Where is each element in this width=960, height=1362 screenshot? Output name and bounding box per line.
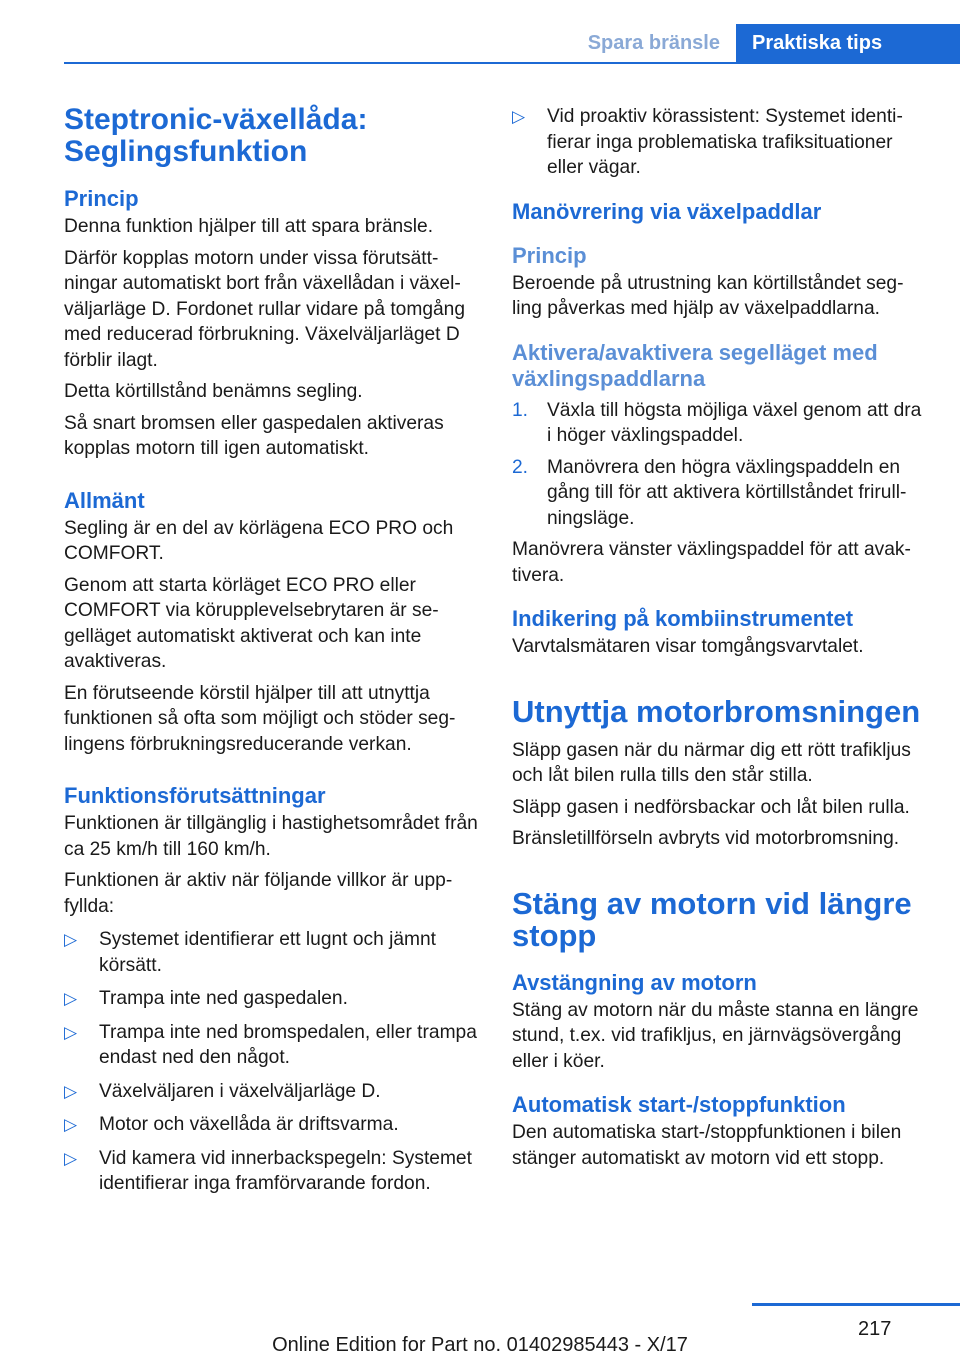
list-item <box>512 398 926 449</box>
autostart-paragraph: Den automatiska start-/stoppfunktionen i bilen stänger automatiskt av motorn vid ett stopp. <box>512 1122 902 1169</box>
principle-heading: Princip <box>64 186 139 211</box>
triangle-bullet-icon <box>512 104 525 130</box>
edition-footer: Online Edition for Part no. 01402985443 - X/17 <box>272 1334 688 1356</box>
list-item-text: Trampa inte ned bromspedalen, eller trampa endast ned den något. <box>99 1021 477 1068</box>
chapter-tab: Praktiska tips <box>736 24 960 64</box>
section-tab: Spara bränsle <box>587 32 720 54</box>
list-item <box>512 455 926 532</box>
general-paragraph-3: En förutseende körstil hjälper till att utnyttja funktionen så ofta som möjligt och stöder seglingens förbrukningsreducerande verkan. <box>64 682 456 755</box>
engine-brake-paragraph-3: Bränsletillförseln avbryts vid motorbromsning. <box>512 828 900 849</box>
activate-paragraph: Manövrera vänster växlingspaddel för att avaktivera. <box>512 539 911 586</box>
step-number: 1. <box>512 399 529 421</box>
general-paragraph-2: Genom att starta körläget ECO PRO eller COMFORT via körupplevelsebrytaren är segelläget automatiskt aktiverat och kan inte avaktiveras. <box>64 574 439 672</box>
list-item <box>64 1079 478 1105</box>
requirements-paragraph-1: Funktionen är tillgänglig i hastighetsområdet från ca 25 km/h till 160 km/h. <box>64 813 478 860</box>
step-text: Manövrera den högra växlingspaddeln en gång till för att aktivera körtillståndet frirullningsläge. <box>547 456 907 529</box>
paddles-principle-heading: Princip <box>512 242 587 268</box>
stop-title: Stäng av motorn vid längre stopp <box>512 885 912 953</box>
requirements-heading: Funktionsförutsättningar <box>64 783 326 808</box>
activate-steps <box>512 398 926 532</box>
list-item-text: Växelväljaren i växelväljarläge D. <box>99 1080 381 1102</box>
list-item-text: Systemet identifierar ett lugnt och jämnt körsätt. <box>99 929 437 976</box>
autostart-heading: Automatisk start-/stoppfunktion <box>512 1092 846 1117</box>
general-paragraph-1: Segling är en del av körlägena ECO PRO och COMFORT. <box>64 517 454 564</box>
engine-brake-paragraph-1: Släpp gasen när du närmar dig ett rött trafikljus och låt bilen rulla tills den står stilla. <box>512 739 911 786</box>
requirements-list <box>64 927 478 1197</box>
principle-paragraph-3: Detta körtillstånd benämns segling. <box>64 381 363 402</box>
engine-brake-title: Utnyttja motorbromsningen <box>512 693 921 729</box>
requirements-list-continued <box>512 104 926 181</box>
shutdown-paragraph: Stäng av motorn när du måste stanna en längre stund, t.ex. vid trafikljus, en järnvägsövergång eller i köer. <box>512 999 919 1072</box>
list-item <box>64 1112 478 1138</box>
triangle-bullet-icon <box>64 1020 77 1046</box>
indication-paragraph: Varvtalsmätaren visar tomgångsvarvtalet. <box>512 636 864 657</box>
right-column <box>512 104 926 1171</box>
footer-rule <box>752 1303 960 1306</box>
triangle-bullet-icon <box>64 927 77 953</box>
triangle-bullet-icon <box>64 1079 77 1105</box>
paddles-heading: Manövrering via växelpaddlar <box>512 198 822 224</box>
list-item-text: Vid kamera vid innerbackspegeln: Systemet identifierar inga framförvarande fordon. <box>99 1147 472 1194</box>
general-heading: Allmänt <box>64 487 145 513</box>
page-number: 217 <box>858 1318 892 1340</box>
list-item-text: Vid proaktiv körassistent: Systemet identifierar inga problematiska trafiksituationer eller vägar. <box>547 106 903 178</box>
page-header <box>64 24 960 64</box>
list-item-text: Trampa inte ned gaspedalen. <box>99 988 348 1009</box>
list-item <box>512 104 926 181</box>
list-item <box>64 1146 478 1197</box>
principle-paragraph-1: Denna funktion hjälper till att spara bränsle. <box>64 216 434 237</box>
requirements-paragraph-2: Funktionen är aktiv när följande villkor är uppfyllda: <box>64 870 453 917</box>
header-rule <box>64 62 960 64</box>
section-title: Steptronic-växellåda: Seglingsfunktion <box>64 103 368 168</box>
engine-brake-paragraph-2: Släpp gasen i nedförsbackar och låt bilen rulla. <box>512 796 910 818</box>
list-item <box>64 986 478 1012</box>
triangle-bullet-icon <box>64 1146 77 1172</box>
shutdown-heading: Avstängning av motorn <box>512 969 757 995</box>
left-column <box>64 104 478 1205</box>
activate-heading: Aktivera/avaktivera segelläget med växlingspaddlarna <box>512 339 878 391</box>
indication-heading: Indikering på kombiinstrumentet <box>512 606 854 631</box>
list-item <box>64 1020 478 1071</box>
list-item-text: Motor och växellåda är driftsvarma. <box>99 1114 399 1135</box>
triangle-bullet-icon <box>64 986 77 1012</box>
principle-paragraph-2: Därför kopplas motorn under vissa förutsättningar automatiskt bort från växellådan i växelväljarläge D. Fordonet rullar vidare på tomgång med reducerad förbrukning. Växelväljarläget D förblir ilagt. <box>64 247 466 371</box>
step-text: Växla till högsta möjliga växel genom att dra i höger växlingspaddel. <box>547 399 922 446</box>
principle-paragraph-4: Så snart bromsen eller gaspedalen aktiveras kopplas motorn till igen automatiskt. <box>64 412 444 459</box>
paddles-principle-paragraph: Beroende på utrustning kan körtillståndet segling påverkas med hjälp av växelpaddlarna. <box>512 272 904 319</box>
triangle-bullet-icon <box>64 1112 77 1138</box>
list-item <box>64 927 478 978</box>
step-number: 2. <box>512 456 529 478</box>
